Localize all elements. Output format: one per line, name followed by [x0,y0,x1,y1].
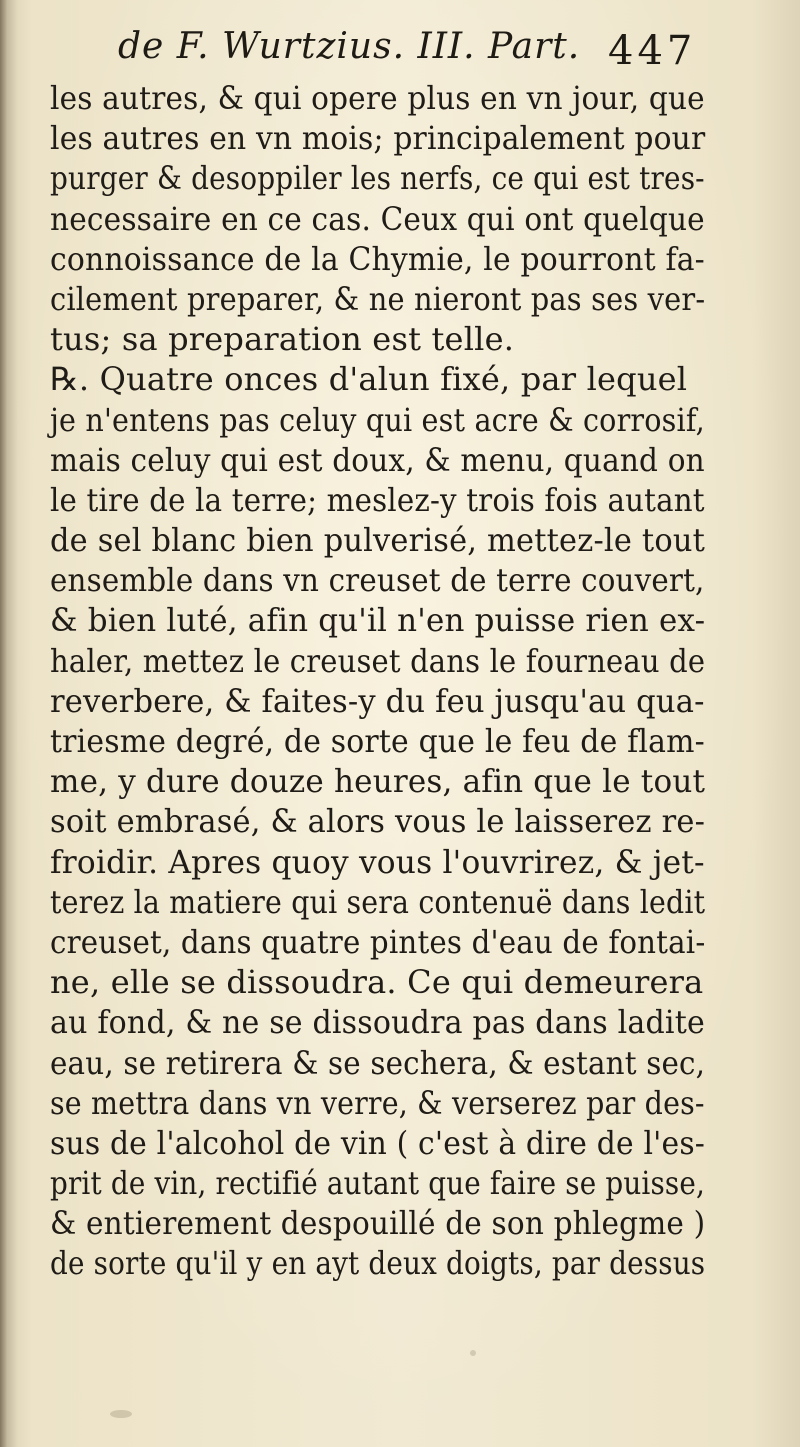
text-line: & entierement despouillé de son phlegme ) [50,1204,706,1243]
running-head: de F. Wurtzius. III. Part. [118,26,581,67]
text-line: au fond, & ne se dissoudra pas dans ladite [50,1003,705,1042]
text-line: les autres, & qui opere plus en vn jour, que [50,79,705,117]
text-line: reverbere, & faites-y du feu jusqu'au qua- [50,681,705,720]
text-line: triesme degré, de sorte que le feu de flam- [50,722,705,760]
paper-stain [110,1410,132,1418]
text-line: connoissance de la Chymie, le pourront fa- [50,239,705,278]
text-line: les autres en vn mois; principalement pour [50,119,706,158]
text-line: ne, elle se dissoudra. Ce qui demeurera [50,963,704,1002]
text-line: je n'entens pas celuy qui est acre & corrosif, [50,400,705,439]
text-line: creuset, dans quatre pintes d'eau de fontai- [50,922,706,961]
text-line: soit embrasé, & alors vous le laisserez re- [50,802,706,841]
paper-stain [470,1350,476,1356]
text-line: prit de vin, rectifié autant que faire se puisse, [50,1164,705,1203]
text-line: & bien luté, afin qu'il n'en puisse rien ex- [50,601,706,640]
text-line: haler, mettez le creuset dans le fourneau de [50,641,706,680]
text-line: purger & desoppiler les nerfs, ce qui est tres- [50,159,705,198]
binding-shadow [0,0,18,1447]
text-line: le tire de la terre; meslez-y trois fois autant [50,480,705,519]
text-line: se mettra dans vn verre, & verserez par des- [50,1083,705,1122]
text-line: ensemble dans vn creuset de terre couvert, [50,561,705,600]
text-line: froidir. Apres quoy vous l'ouvrirez, & jet- [50,842,705,881]
text-line: tus; sa preparation est telle. [50,320,515,359]
text-line: de sel blanc bien pulverisé, mettez-le tout [50,521,706,560]
text-line: ℞. Quatre onces d'alun fixé, par lequel [50,360,688,399]
text-line: de sorte qu'il y en ayt deux doigts, par dessus [50,1244,706,1283]
text-line: me, y dure douze heures, afin que le tout [50,762,706,801]
body-text [50,78,710,1284]
text-line: terez la matiere qui sera contenuë dans ledit [50,882,706,921]
page-number: 447 [608,28,697,74]
text-line: necessaire en ce cas. Ceux qui ont quelque [50,199,705,238]
page-header [0,0,800,90]
text-line: cilement preparer, & ne nieront pas ses ver- [50,279,706,318]
text-line: mais celuy qui est doux, & menu, quand on [50,440,705,479]
text-line: eau, se retirera & se sechera, & estant sec, [50,1043,706,1082]
text-line: sus de l'alcohol de vin ( c'est à dire de l'es- [50,1123,706,1162]
